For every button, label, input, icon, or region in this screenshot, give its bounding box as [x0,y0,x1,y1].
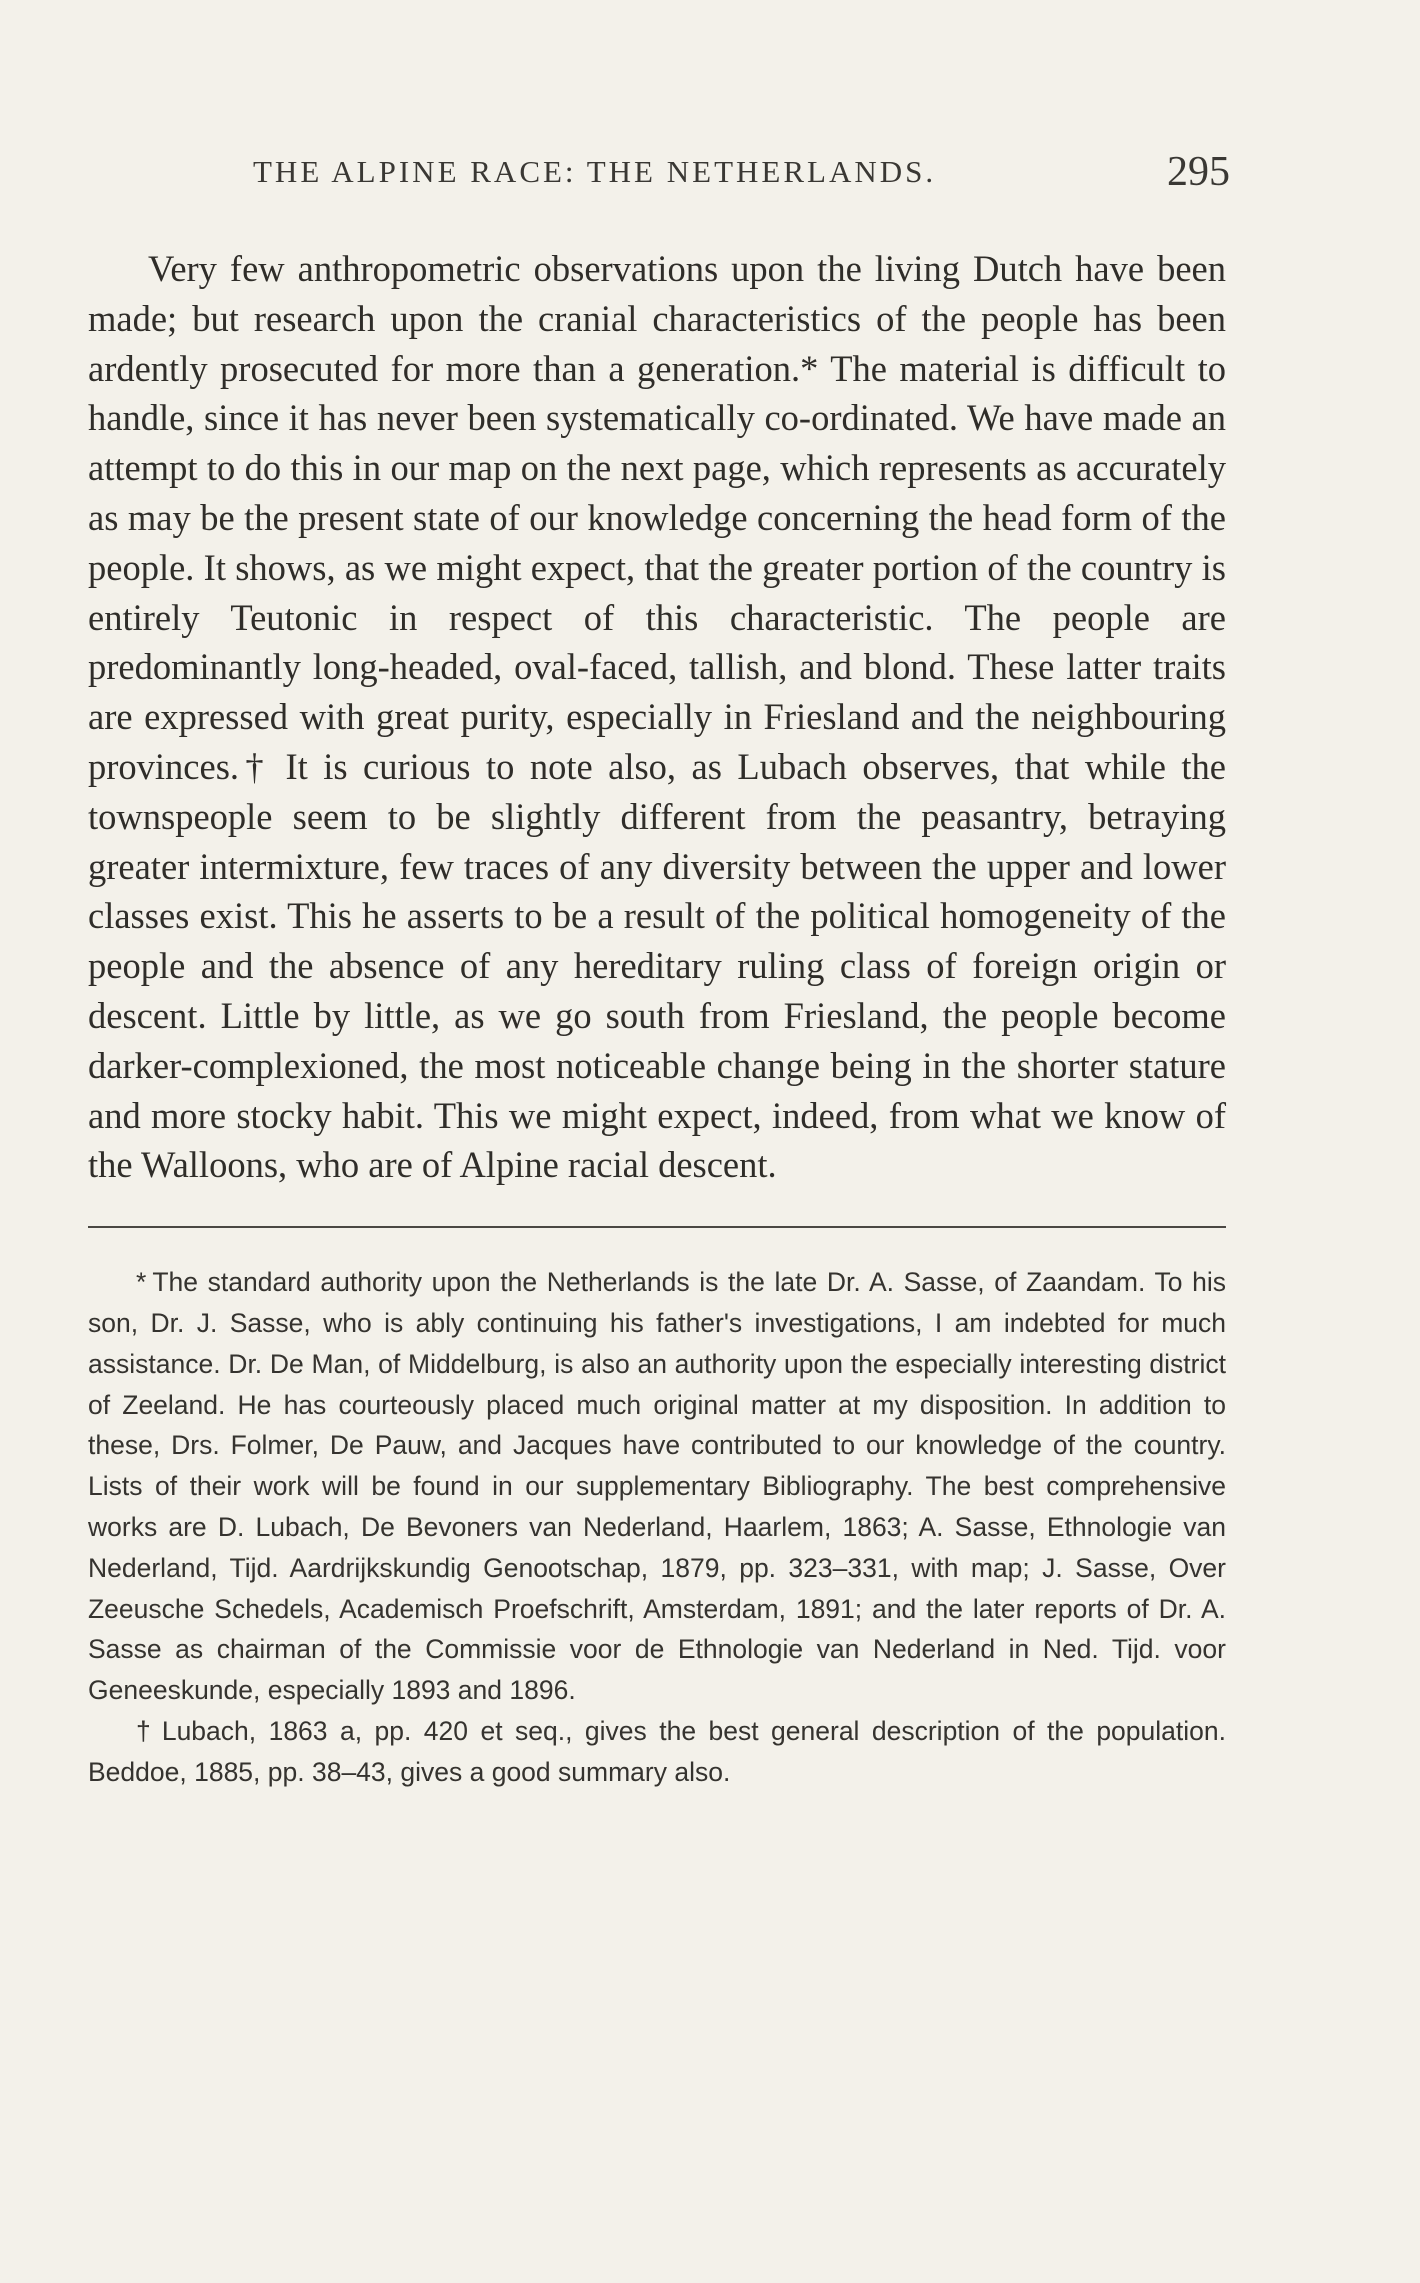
running-title: THE ALPINE RACE: THE NETHERLANDS. [253,154,937,189]
book-page [88,148,1230,1793]
footnote-1-mark: * [136,1267,147,1298]
footnote-1-text: The standard authority upon the Netherlands is the late Dr. A. Sasse, of Zaandam. To his son, Dr. J. Sasse, who is ably continuing his father's investigations, I am indebted for much assistance. Dr. De Man, of Middelburg, is also an authority upon the especially interesting district of Zeeland. He has courteously placed much original matter at my disposition. In addition to these, Drs. Folmer, De Pauw, and Jacques have contributed to our knowledge of the country. Lists of their work will be found in our supplementary Bibliography. The best comprehensive works are D. Lubach, De Bevoners van Nederland, Haarlem, 1863; A. Sasse, Ethnologie van Nederland, Tijd. Aardrijkskundig Genootschap, 1879, pp. 323–331, with map; J. Sasse, Over Zeeusche Schedels, Academisch Proefschrift, Amsterdam, 1891; and the later reports of Dr. A. Sasse as chairman of the Commissie voor de Ethnologie van Nederland in Ned. Tijd. voor Geneeskunde, especially 1893 and 1896. [88,1267,1226,1706]
body-paragraph: Very few anthropometric observations upon the living Dutch have been made; but research upon the cranial characteristics of the people has been ardently prosecuted for more than a generation.* The material is difficult to handle, since it has never been systematically co-ordinated. We have made an attempt to do this in our map on the next page, which represents as accurately as may be the present state of our knowledge concerning the head form of the people. It shows, as we might expect, that the greater portion of the country is entirely Teutonic in respect of this characteristic. The people are predominantly long-headed, oval-faced, tallish, and blond. These latter traits are expressed with great purity, especially in Friesland and the neighbouring provinces.† It is curious to note also, as Lubach observes, that while the townspeople seem to be slightly different from the peasantry, betraying greater intermixture, few traces of any diversity between the upper and lower classes exist. This he asserts to be a result of the political homogeneity of the people and the absence of any hereditary ruling class of foreign origin or descent. Little by little, as we go south from Friesland, the people become darker-complexioned, the most noticeable change being in the shorter stature and more stocky habit. This we might expect, indeed, from what we know of the Walloons, who are of Alpine racial descent. [88,248,1226,1186]
footnote-1 [88,1262,1226,1711]
footnote-2 [88,1711,1226,1793]
body-text [88,244,1226,1190]
running-head [88,148,1230,208]
footnotes [88,1262,1226,1792]
footnote-divider [88,1226,1226,1228]
footnote-2-mark: † [136,1715,156,1746]
page-number: 295 [1167,149,1230,195]
footnote-2-text: Lubach, 1863 a, pp. 420 et seq., gives the best general description of the population. Beddoe, 1885, pp. 38–43, gives a good summary also. [88,1715,1226,1787]
